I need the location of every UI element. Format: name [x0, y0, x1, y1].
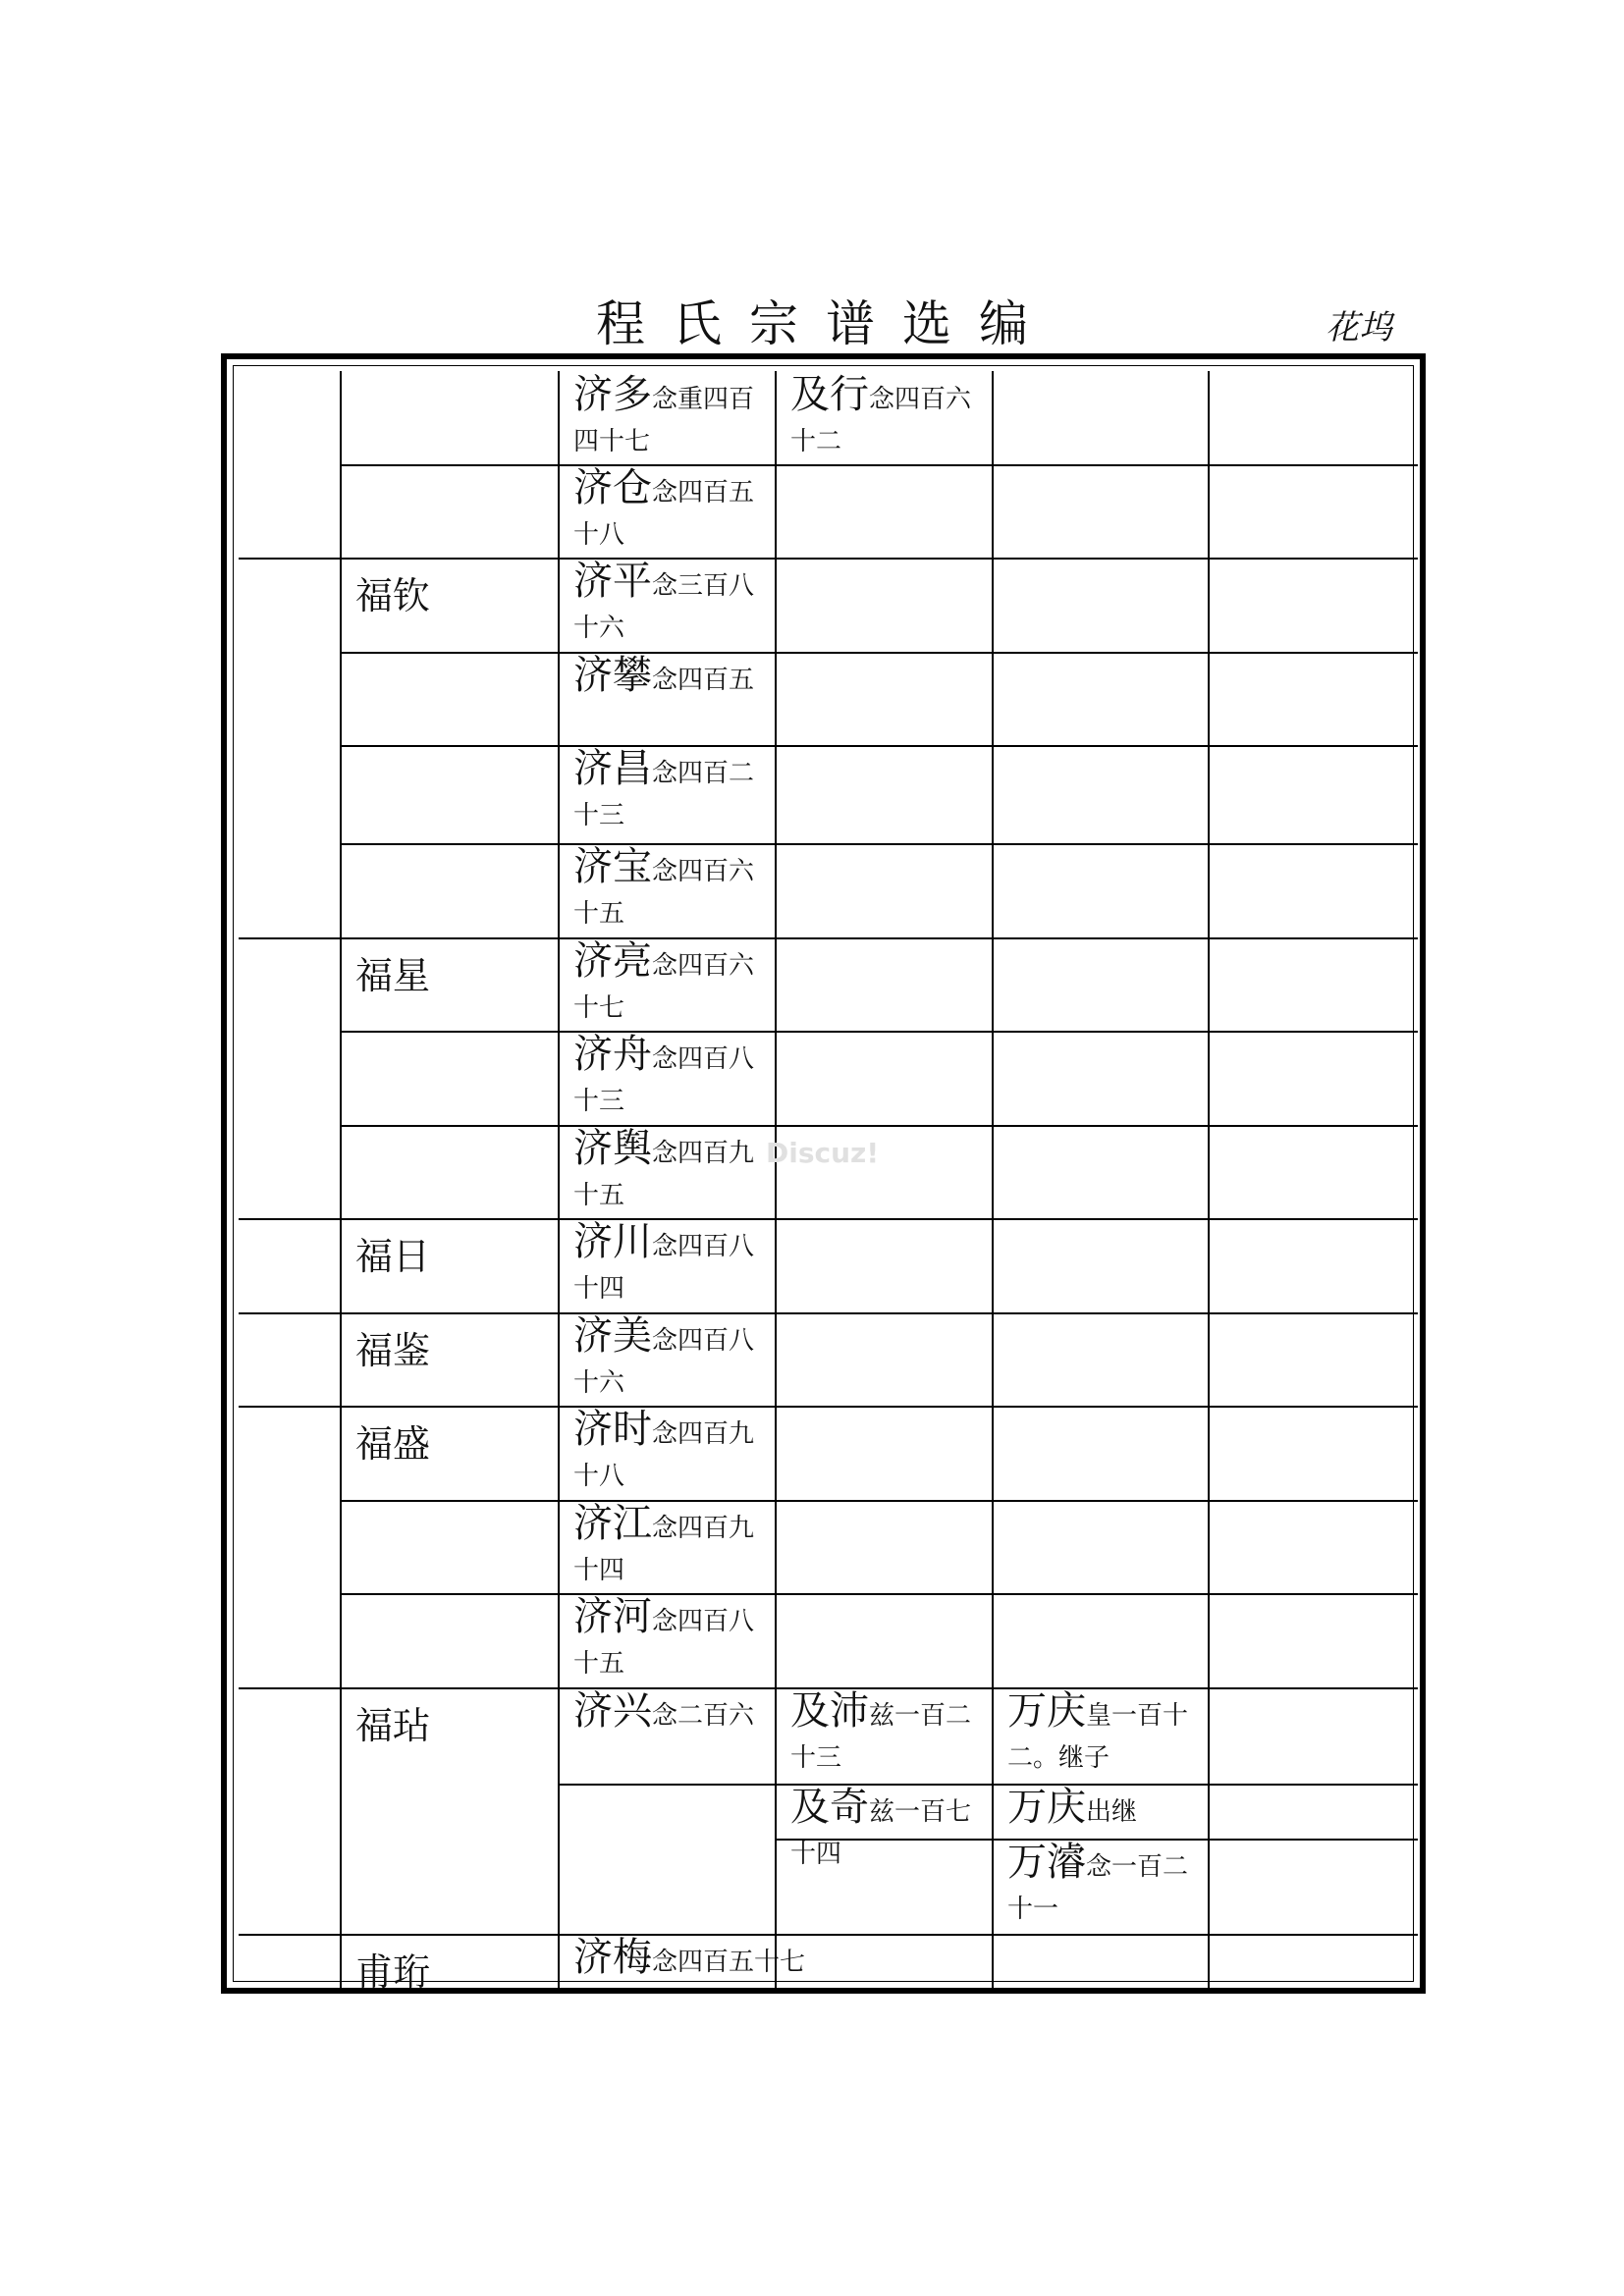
father-cell — [342, 560, 430, 619]
father-cell — [342, 1936, 430, 1996]
father-cell — [342, 1220, 430, 1280]
row-line — [340, 652, 1418, 654]
great-grandson-name: 万濬 — [1007, 1840, 1086, 1885]
father-name: 福钦 — [355, 574, 431, 617]
son-name: 济梅 — [573, 1935, 652, 1980]
son-entry — [560, 1595, 774, 1686]
son-name: 济河 — [573, 1594, 652, 1639]
father-name: 福玷 — [355, 1704, 431, 1747]
son-name: 济川 — [573, 1219, 652, 1264]
son-rank: 念二百六 — [652, 1701, 755, 1731]
son-entry — [560, 1936, 992, 1985]
grandson-name: 及沛 — [790, 1688, 869, 1734]
son-name: 济兴 — [573, 1688, 652, 1734]
son-entry — [560, 845, 774, 936]
son-entry — [560, 466, 774, 558]
son-entry — [560, 1689, 774, 1738]
row-line — [340, 745, 1418, 747]
father-cell — [342, 1689, 430, 1749]
son-rank: 念重四百四十七 — [573, 385, 755, 456]
son-name: 济宝 — [573, 844, 652, 889]
grandson-name: 及行 — [790, 372, 869, 417]
genealogy-table — [221, 353, 1426, 1994]
father-cell — [342, 1314, 430, 1374]
son-entry — [560, 1408, 774, 1499]
son-entry — [560, 560, 774, 651]
son-name: 济仓 — [573, 465, 652, 510]
row-line — [340, 464, 1418, 466]
son-rank: 念四百五 — [652, 666, 755, 695]
father-name: 福鉴 — [355, 1329, 431, 1372]
grandson-rank: 兹一百二十三 — [790, 1701, 972, 1773]
father-name: 甫珩 — [355, 1950, 431, 1994]
location-label: 花坞 — [1326, 308, 1392, 347]
great-grandson-entry — [994, 1841, 1208, 1932]
son-entry — [560, 373, 774, 464]
son-rank: 念三百八十六 — [573, 571, 755, 643]
grandson-entry — [777, 1786, 991, 1877]
son-rank: 念四百八十五 — [573, 1607, 755, 1679]
son-rank: 念四百九十五 — [573, 1139, 755, 1210]
son-name: 济舆 — [573, 1126, 652, 1171]
great-grandson-name: 万庆 — [1007, 1688, 1086, 1734]
son-rank: 念四百五十八 — [573, 478, 755, 550]
row-line — [340, 843, 1418, 845]
son-rank: 念四百六十五 — [573, 857, 755, 929]
grandson-rank: 兹一百七十四 — [790, 1797, 972, 1869]
grandson-rank: 念四百六十二 — [790, 385, 972, 456]
son-entry — [560, 654, 774, 703]
son-name: 济攀 — [573, 653, 652, 698]
son-rank: 念四百八十四 — [573, 1232, 755, 1304]
son-rank: 念四百九十四 — [573, 1514, 755, 1585]
grandson-name: 及奇 — [790, 1785, 869, 1830]
son-entry — [560, 1314, 774, 1406]
son-name: 济江 — [573, 1501, 652, 1546]
son-rank: 念四百二十三 — [573, 759, 755, 830]
great-grandson-rank: 出继 — [1086, 1797, 1138, 1827]
son-rank: 念四百六十七 — [573, 951, 755, 1023]
row-line — [340, 1500, 1418, 1502]
son-name: 济美 — [573, 1313, 652, 1359]
son-entry — [560, 747, 774, 838]
great-grandson-rank: 念一百二十一 — [1007, 1852, 1189, 1924]
grandson-entry — [777, 1689, 991, 1781]
great-grandson-entry — [994, 1786, 1208, 1835]
father-cell — [342, 1408, 430, 1468]
row-line — [340, 1031, 1418, 1033]
son-entry — [560, 1220, 774, 1311]
son-entry — [560, 1033, 774, 1124]
father-cell — [342, 939, 430, 999]
son-entry — [560, 1127, 774, 1218]
row-line — [340, 1125, 1418, 1127]
son-name: 济多 — [573, 372, 652, 417]
son-rank: 念四百八十六 — [573, 1326, 755, 1398]
son-name: 济平 — [573, 559, 652, 604]
son-name: 济舟 — [573, 1032, 652, 1077]
son-rank: 念四百八十三 — [573, 1044, 755, 1116]
father-name: 福日 — [355, 1235, 431, 1278]
great-grandson-name: 万庆 — [1007, 1785, 1086, 1830]
son-rank: 念四百九十八 — [573, 1419, 755, 1491]
father-name: 福星 — [355, 954, 431, 997]
col-divider-5 — [1208, 371, 1210, 1988]
great-grandson-rank: 皇一百十二。继子 — [1007, 1701, 1189, 1773]
son-name: 济时 — [573, 1407, 652, 1452]
page-title: 程氏宗谱选编 — [596, 295, 1056, 352]
row-line — [340, 1593, 1418, 1595]
son-entry — [560, 939, 774, 1031]
son-rank: 念四百五十七 — [652, 1948, 806, 1977]
watermark: Discuz! — [766, 1137, 880, 1169]
great-grandson-entry — [994, 1689, 1208, 1781]
son-name: 济昌 — [573, 746, 652, 791]
son-entry — [560, 1502, 774, 1593]
grandson-entry — [777, 373, 991, 464]
son-name: 济亮 — [573, 938, 652, 984]
father-name: 福盛 — [355, 1422, 431, 1466]
